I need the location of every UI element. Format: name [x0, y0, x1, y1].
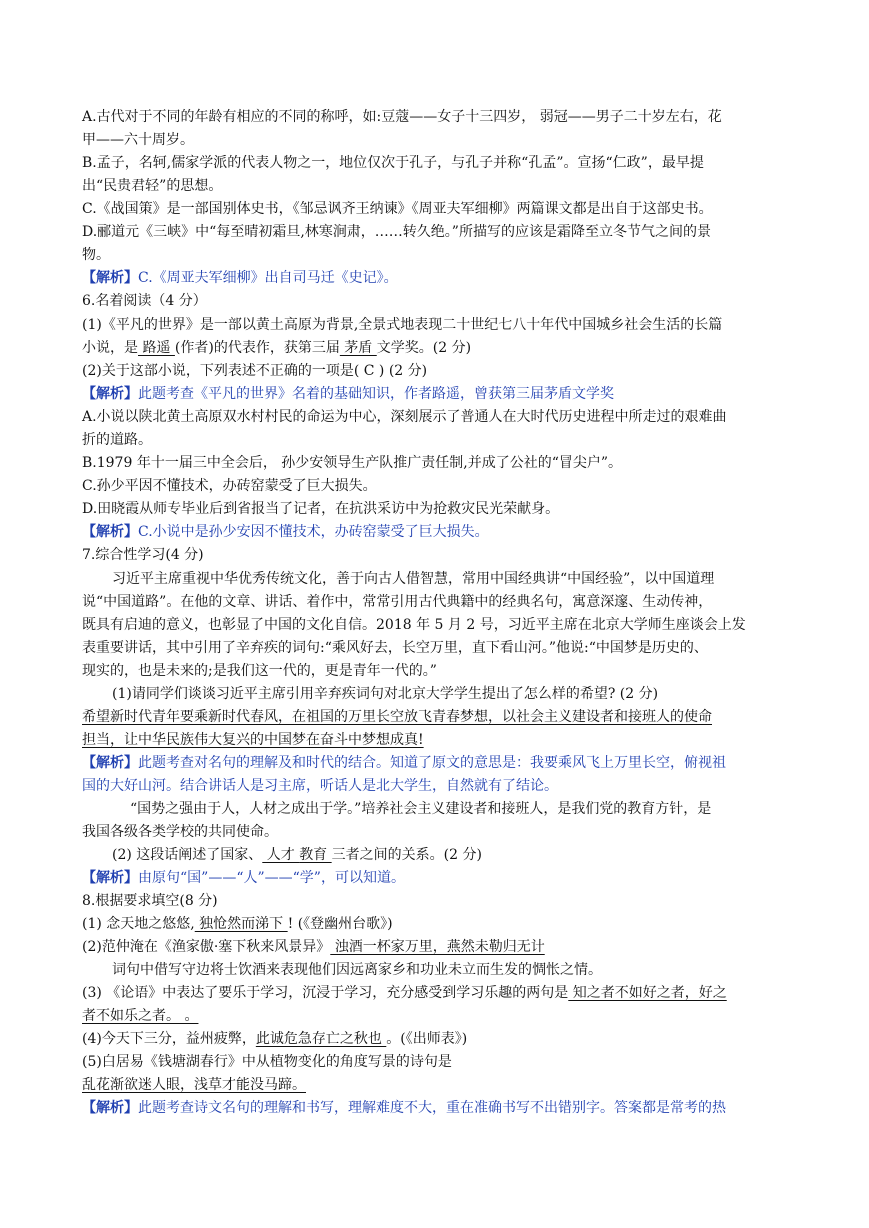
q6-option-a-line2: 折的道路。 — [82, 432, 152, 448]
q6-analysis-2-text: C.小说中是孙少安因不懂技术，办砖窑蒙受了巨大损失。 — [138, 524, 489, 540]
q6-analysis-1 — [82, 385, 802, 403]
q8-item-3-answer: 知之者不如好之者，好之 — [568, 985, 727, 1001]
q7-q2-text: 三者之间的关系。(2 分) — [331, 847, 482, 863]
q6-option-d: D.田晓霞从师专毕业后到省报当了记者，在抗洪采访中为抢救灾民光荣献身。 — [82, 501, 560, 517]
q8-item-1-source: ! (《登幽州台歌》) — [287, 916, 393, 932]
q6-part1-line1: (1)《平凡的世界》是一部以黄土高原为背景,全景式地表现二十世纪七八十年代中国城乡社会生活的长篇 — [82, 317, 723, 333]
q7-paragraph-line1: 习近平主席重视中华优秀传统文化，善于向古人借智慧，常用中国经典讲“中国经验”，以中国道理 — [112, 571, 715, 587]
q7-analysis-1-text: 此题考查对名句的理解及和时代的结合。知道了原文的意思是：我要乘风飞上万里长空，俯视祖 — [138, 755, 726, 771]
q5-analysis-text: C.《周亚夫军细柳》出自司马迁《史记》。 — [138, 270, 398, 286]
q8-item-4-text: (4)今天下三分，益州疲弊， — [82, 1031, 256, 1047]
q7-analysis-1-line1 — [82, 754, 802, 772]
q6-answer-author: 路遥 — [138, 340, 175, 356]
q8-item-1 — [82, 915, 802, 933]
analysis-tag: 【解析】 — [82, 386, 138, 402]
q7-answer-talent: 人才 — [262, 847, 300, 863]
q5-option-d-line1: D.郦道元《三峡》中“每至晴初霜旦,林寒涧肃，……转久绝。”所描写的应该是霜降至立冬节气之间的景 — [82, 224, 711, 240]
q7-answer-education: 教育 — [299, 847, 332, 863]
analysis-tag: 【解析】 — [82, 755, 138, 771]
q6-analysis-1-text: 此题考查《平凡的世界》名着的基础知识，作者路遥，曾获第三届茅盾文学奖 — [138, 386, 614, 402]
q8-item-4-answer: 此诚危急存亡之秋也 — [255, 1031, 387, 1047]
q6-text: 文学奖。(2 分) — [376, 340, 472, 356]
q6-answer-award: 茅盾 — [339, 340, 377, 356]
q8-analysis-text: 此题考查诗文名句的理解和书写，理解难度不大，重在准确书写不出错别字。答案都是常考的热 — [138, 1100, 726, 1116]
q8-item-4-source: 。(《出师表》) — [386, 1031, 468, 1047]
q6-part2: (2)关于这部小说，下列表述不正确的一项是( C ) (2 分) — [82, 363, 428, 379]
q8-item-5-answer: 乱花渐欲迷人眼，浅草才能没马蹄。 — [82, 1077, 306, 1093]
q5-option-a-line2: 甲——六十周岁。 — [82, 132, 194, 148]
q8-item-2-text: (2)范仲淹在《渔家傲·塞下秋来风景异》 — [82, 939, 331, 955]
q7-answer-1-line2: 担当，让中华民族伟大复兴的中国梦在奋斗中梦想成真! — [82, 732, 424, 748]
q7-analysis-2 — [82, 869, 802, 887]
q7-question-1: (1)请同学们谈谈习近平主席引用辛弃疾词句对北京大学学生提出了怎么样的希望? (2 分) — [112, 686, 659, 702]
q6-analysis-2 — [82, 523, 802, 541]
q5-option-b-line1: B.孟子，名轲,儒家学派的代表人物之一，地位仅次于孔子，与孔子并称“孔孟”。宣扬“仁政”，最早提 — [82, 155, 704, 171]
q7-analysis-2-text: 由原句“国”——“人”——“学”，可以知道。 — [138, 870, 405, 886]
q6-option-a-line1: A.小说以陕北黄土高原双水村村民的命运为中心，深刻展示了普通人在大时代历史进程中所走过的艰难曲 — [82, 409, 727, 425]
q5-option-d-line2: 物。 — [82, 247, 110, 263]
q7-analysis-1-line2: 国的大好山河。结合讲话人是习主席，听话人是北大学生，自然就有了结论。 — [82, 778, 558, 794]
q7-title: 7.综合性学习(4 分) — [82, 547, 204, 563]
q8-analysis — [82, 1099, 802, 1117]
q6-option-b: B.1979 年十一届三中全会后， 孙少安领导生产队推广责任制,并成了公社的“冒尖户”。 — [82, 455, 623, 471]
analysis-tag: 【解析】 — [82, 524, 138, 540]
q5-analysis — [82, 269, 802, 287]
q7-paragraph-line3: 既具有启迪的意义，也彰显了中国的文化自信。2018 年 5 月 2 号，习近平主席在北京大学师生座谈会上发 — [82, 617, 746, 633]
q6-text: 小说，是 — [82, 340, 138, 356]
q7-paragraph-line2: 说“中国道路”。在他的文章、讲话、着作中，常常引用古代典籍中的经典名句，寓意深邃、生动传神， — [82, 594, 713, 610]
q5-option-b-line2: 出“民贵君轻”的思想。 — [82, 178, 223, 194]
q8-item-2-continued: 词句中借写守边将士饮酒来表现他们因远离家乡和功业未立而生发的惆怅之情。 — [112, 962, 602, 978]
q8-item-5: (5)白居易《钱塘湖春行》中从植物变化的角度写景的诗句是 — [82, 1054, 452, 1070]
q7-paragraph-line5: 现实的，也是未来的;是我们这一代的，更是青年一代的。” — [82, 663, 437, 679]
q7-answer-1-line1: 希望新时代青年要乘新时代春风，在祖国的万里长空放飞青春梦想，以社会主义建设者和接班人的使命 — [82, 709, 712, 725]
q8-item-3-text: (3) 《论语》中表达了要乐于学习，沉浸于学习，充分感受到学习乐趣的两句是 — [82, 985, 569, 1001]
q8-item-1-answer: 独怆然而涕下 — [194, 916, 288, 932]
analysis-tag: 【解析】 — [82, 1100, 138, 1116]
q7-quote-line1: “国势之强由于人，人材之成出于学。”培养社会主义建设者和接班人，是我们党的教育方针，是 — [130, 801, 712, 817]
q6-part1-line2 — [82, 339, 802, 357]
q8-item-3-answer-cont: 者不如乐之者。 。 — [82, 1008, 199, 1024]
q7-q2-text: (2) 这段话阐述了国家、 — [112, 847, 263, 863]
analysis-tag: 【解析】 — [82, 870, 138, 886]
q6-title: 6.名着阅读（4 分） — [82, 293, 207, 309]
q8-item-4 — [82, 1030, 802, 1048]
q8-item-3 — [82, 984, 802, 1002]
q6-option-c: C.孙少平因不懂技术，办砖窑蒙受了巨大损失。 — [82, 478, 377, 494]
q5-option-a-line1: A.古代对于不同的年龄有相应的不同的称呼，如:豆蔻——女子十三四岁， 弱冠——男子二十岁左右，花 — [82, 109, 722, 125]
q7-quote-line2: 我国各级各类学校的共同使命。 — [82, 824, 278, 840]
analysis-tag: 【解析】 — [82, 270, 138, 286]
q7-question-2 — [112, 846, 832, 864]
q8-item-2 — [82, 938, 802, 956]
q8-title: 8.根据要求填空(8 分) — [82, 893, 218, 909]
q8-item-1-text: (1) 念天地之悠悠, — [82, 916, 195, 932]
q8-item-2-answer: 浊酒一杯家万里，燕然未勒归无计 — [330, 939, 545, 955]
q5-option-c: C.《战国策》是一部国别体史书，《邹忌讽齐王纳谏》《周亚夫军细柳》两篇课文都是出自于这部史书。 — [82, 201, 713, 217]
q7-paragraph-line4: 表重要讲话，其中引用了辛弃疾的词句:“乘风好去，长空万里，直下看山河。”他说:“中国梦是历史的、 — [82, 640, 708, 656]
q6-text: (作者)的代表作，获第三届 — [174, 340, 340, 356]
